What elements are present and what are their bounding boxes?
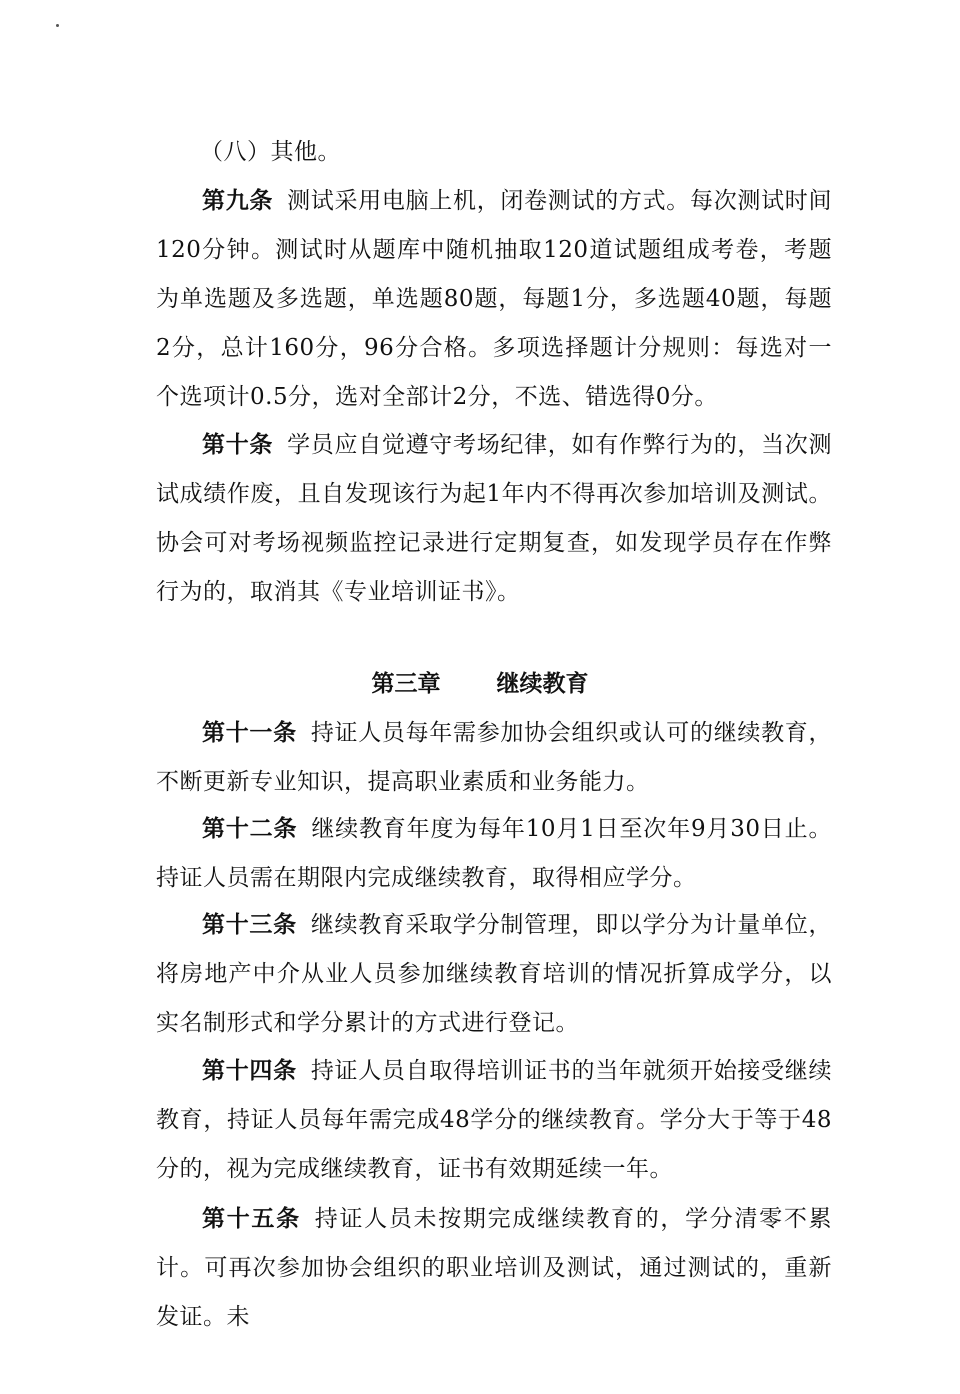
article-14 <box>156 1046 832 1194</box>
item-eight: （八）其他。 <box>200 139 341 165</box>
chapter-title: 继续教育 <box>496 670 589 697</box>
article-10-text: 学员应自觉遵守考场纪律，如有作弊行为的，当次测试成绩作废，且自发现该行为起1年内不得再次参加培训及测试。协会可对考场视频监控记录进行定期复查，如发现学员存在作弊行为的，取消其《专业培训证书》。 <box>156 432 833 605</box>
article-10 <box>156 420 832 617</box>
article-12-text: 继续教育年度为每年10月1日至次年9月30日止。持证人员需在期限内完成继续教育，取得相应学分。 <box>156 816 832 891</box>
chapter-heading <box>0 664 960 704</box>
article-9-text: 测试采用电脑上机，闭卷测试的方式。每次测试时间120分钟。测试时从题库中随机抽取120道试题组成考卷，考题为单选题及多选题，单选题80题，每题1分，多选题40题，每题2分，总计160分，96分合格。多项选择题计分规则：每选对一个选项计0.5分，选对全部计2分，不选、错选得0分。 <box>156 188 833 410</box>
article-10-title: 第十条 <box>202 431 274 458</box>
article-12 <box>156 804 832 903</box>
article-11-title: 第十一条 <box>202 719 297 746</box>
article-13-title: 第十三条 <box>202 911 297 938</box>
article-15-title: 第十五条 <box>202 1205 301 1232</box>
article-13-text: 继续教育采取学分制管理，即以学分为计量单位，将房地产中介从业人员参加继续教育培训的情况折算成学分，以实名制形式和学分累计的方式进行登记。 <box>156 912 833 1036</box>
chapter-number: 第三章 <box>371 670 441 697</box>
article-14-title: 第十四条 <box>202 1057 297 1084</box>
article-9-title: 第九条 <box>202 187 274 214</box>
article-12-title: 第十二条 <box>202 815 298 842</box>
scan-speck <box>56 24 59 27</box>
article-11-text: 持证人员每年需参加协会组织或认可的继续教育，不断更新专业知识，提高职业素质和业务能力。 <box>156 720 833 795</box>
article-11 <box>156 708 832 807</box>
article-13 <box>156 900 832 1048</box>
article-14-text: 持证人员自取得培训证书的当年就须开始接受继续教育，持证人员每年需完成48学分的继续教育。学分大于等于48分的，视为完成继续教育，证书有效期延续一年。 <box>156 1058 833 1182</box>
article-9 <box>156 176 832 422</box>
article-15 <box>156 1194 832 1342</box>
article-15-text: 持证人员未按期完成继续教育的，学分清零不累计。可再次参加协会组织的职业培训及测试，通过测试的，重新发证。未 <box>156 1206 832 1330</box>
